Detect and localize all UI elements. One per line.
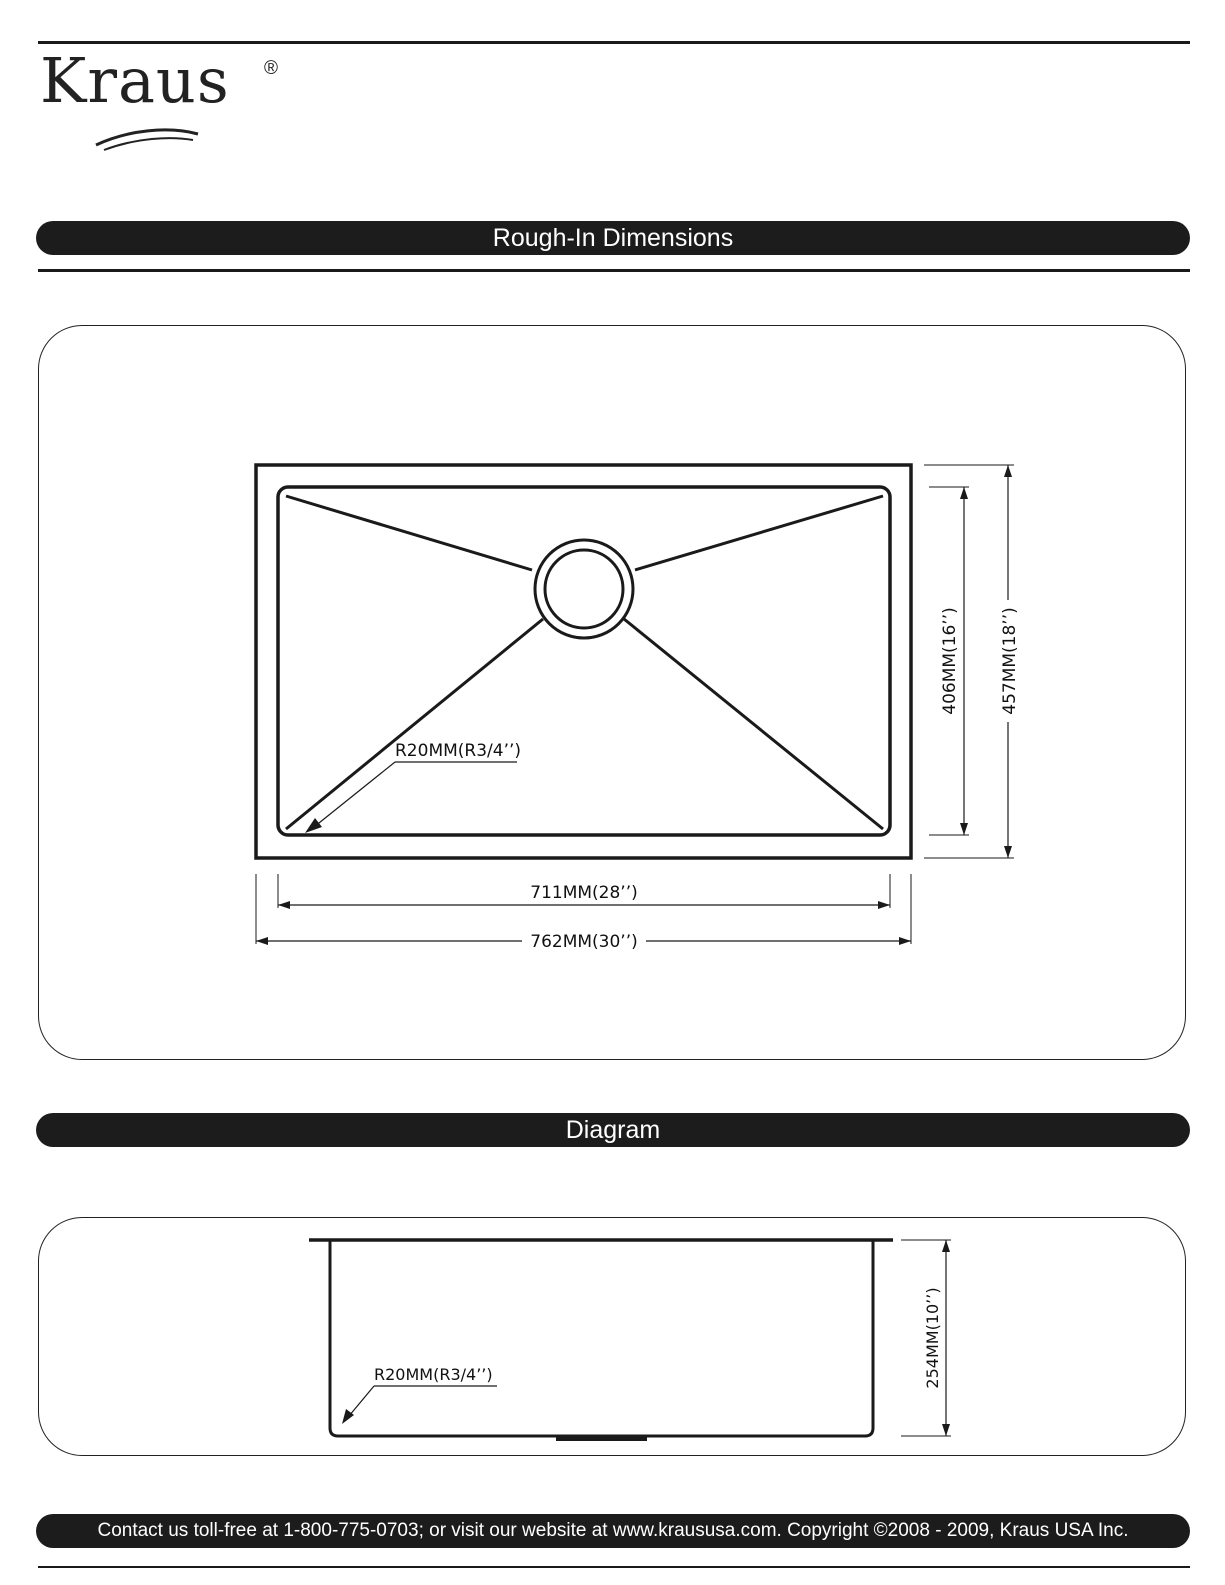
sink-side-profile xyxy=(330,1240,873,1436)
inner-width-arrow-right xyxy=(878,901,890,909)
registered-mark: ® xyxy=(264,58,278,79)
logo-wave-icon xyxy=(38,50,298,155)
footer-contact-bar: Contact us toll-free at 1-800-775-0703; or visit our website at www.kraususa.com. Copyright ©2008 - 2009, Kraus USA Inc. xyxy=(36,1514,1190,1548)
slope-line-top-right xyxy=(635,496,883,570)
rough-in-panel xyxy=(38,325,1186,1060)
logo-wordmark: Kraus xyxy=(40,44,230,117)
inner-width-arrow-left xyxy=(278,901,290,909)
drain-inner-ring xyxy=(545,550,623,628)
inner-width-label: 711MM(28’’) xyxy=(530,883,638,903)
outer-width-arrow-right xyxy=(899,937,911,945)
inner-depth-label: 406MM(16’’) xyxy=(940,607,960,715)
inner-depth-arrow-top xyxy=(960,487,968,499)
outer-width-label: 762MM(30’’) xyxy=(530,932,638,952)
sink-top-view xyxy=(39,326,1187,1061)
height-arrow-top xyxy=(942,1240,950,1252)
height-arrow-bottom xyxy=(942,1424,950,1436)
section-header-diagram: Diagram xyxy=(36,1113,1190,1147)
outer-depth-arrow-bottom xyxy=(1004,846,1012,858)
slope-line-bottom-left xyxy=(286,619,543,829)
section-header-rough-in: Rough-In Dimensions xyxy=(36,221,1190,255)
side-radius-leader-diagonal xyxy=(349,1386,374,1416)
height-label: 254MM(10’’) xyxy=(923,1287,942,1389)
diagram-panel xyxy=(38,1217,1186,1456)
top-radius-label: R20MM(R3/4’’) xyxy=(395,741,522,761)
inner-depth-arrow-bottom xyxy=(960,823,968,835)
side-radius-label: R20MM(R3/4’’) xyxy=(374,1365,493,1384)
outer-width-arrow-left xyxy=(256,937,268,945)
radius-arrow-head xyxy=(305,818,322,833)
sink-side-view xyxy=(39,1218,1187,1457)
drain-outer-ring xyxy=(535,540,633,638)
section-rule xyxy=(38,269,1190,272)
slope-line-bottom-right xyxy=(624,619,883,829)
sink-outer-outline xyxy=(256,465,911,858)
slope-line-top-left xyxy=(286,496,532,570)
kraus-logo xyxy=(38,44,298,155)
drain-stub xyxy=(556,1436,647,1441)
outer-depth-arrow-top xyxy=(1004,465,1012,477)
bottom-rule xyxy=(38,1566,1190,1568)
outer-depth-label: 457MM(18’’) xyxy=(1000,607,1020,715)
